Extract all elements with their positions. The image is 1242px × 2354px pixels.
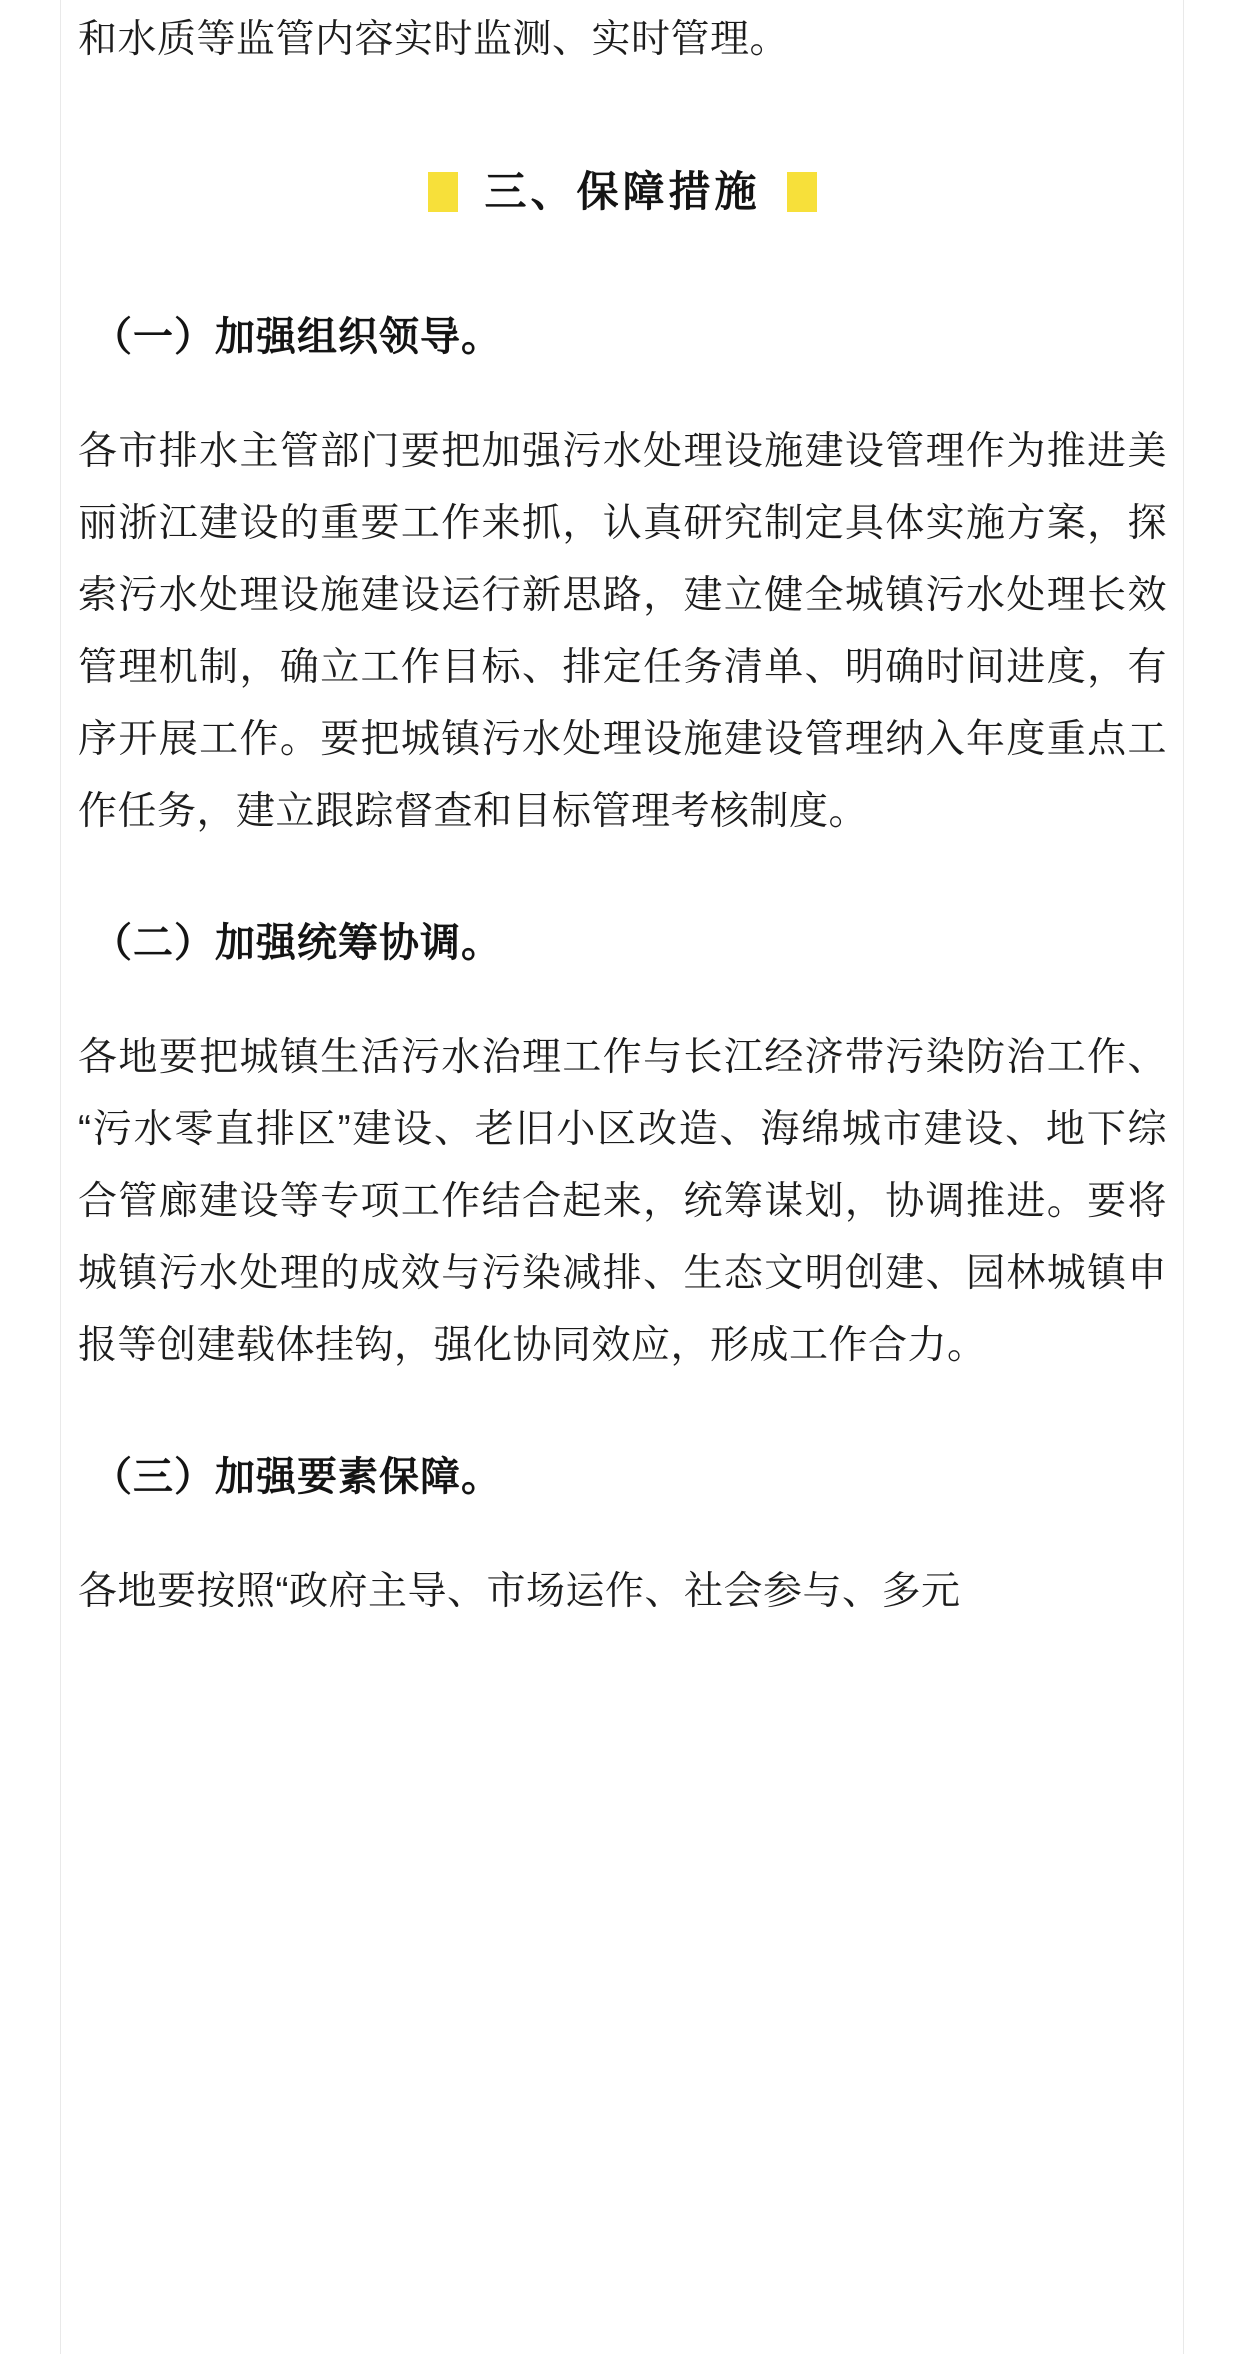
- spacer: [78, 974, 1167, 1022]
- lead-paragraph-fragment: 和水质等监管内容实时监测、实时管理。: [78, 18, 790, 61]
- yellow-square-marker-icon: [787, 172, 817, 212]
- subsection-paragraph-2: 各地要把城镇生活污水治理工作与长江经济带污染防治工作、“污水零直排区”建设、老旧小区改造、海绵城市建设、地下综合管廊建设等专项工作结合起来，统筹谋划，协调推进。要将城镇污水处理的成效与污染减排、生态文明创建、园林城镇申报等创建载体挂钩，强化协同效应，形成工作合力。: [78, 1036, 1167, 1367]
- subsection-paragraph-3: 各地要按照“政府主导、市场运作、社会参与、多元: [78, 1570, 961, 1613]
- article-body: [78, 0, 1167, 1628]
- subsection-heading-2: （二）加强统筹协调。: [92, 921, 502, 965]
- spacer: [78, 1382, 1167, 1446]
- spacer: [78, 220, 1167, 306]
- spacer: [78, 368, 1167, 416]
- section-heading-label: 三、保障措施: [484, 168, 761, 215]
- section-heading: [78, 162, 1167, 220]
- spacer: [78, 848, 1167, 912]
- yellow-square-marker-icon: [428, 172, 458, 212]
- spacer: [78, 1508, 1167, 1556]
- subsection-heading-3: （三）加强要素保障。: [92, 1455, 502, 1499]
- subsection-paragraph-1: 各市排水主管部门要把加强污水处理设施建设管理作为推进美丽浙江建设的重要工作来抓，认真研究制定具体实施方案，探索污水处理设施建设运行新思路，建立健全城镇污水处理长效管理机制，确立工作目标、排定任务清单、明确时间进度，有序开展工作。要把城镇污水处理设施建设管理纳入年度重点工作任务，建立跟踪督查和目标管理考核制度。: [78, 430, 1167, 833]
- subsection-heading-1: （一）加强组织领导。: [92, 315, 502, 359]
- spacer: [78, 76, 1167, 162]
